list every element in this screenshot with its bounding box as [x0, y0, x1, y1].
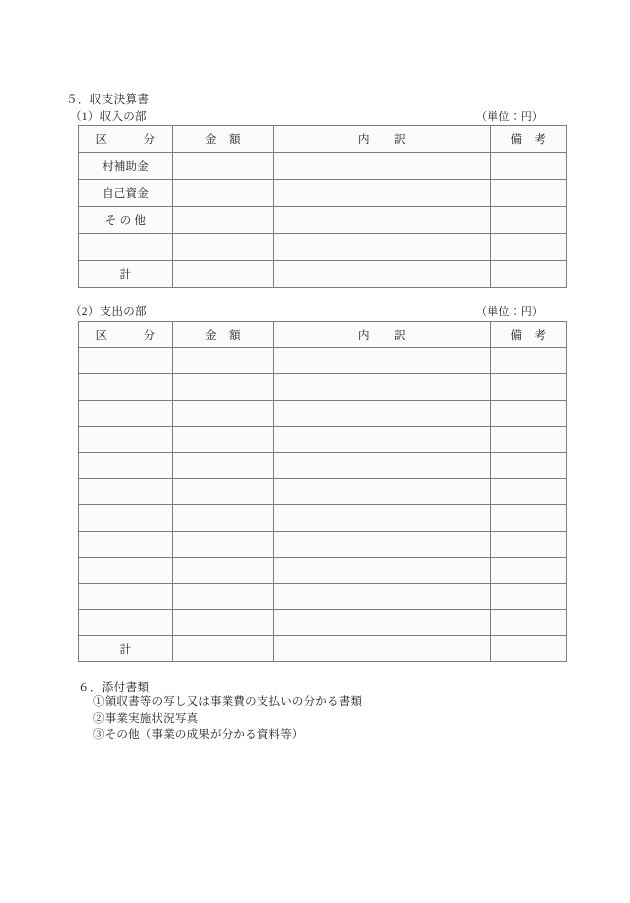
total-amount-cell[interactable]: [173, 261, 274, 288]
breakdown-cell[interactable]: [274, 583, 491, 609]
table-row: [79, 207, 567, 234]
row-label-cell[interactable]: [79, 531, 173, 557]
expense-section-heading: （2）支出の部: [70, 306, 147, 318]
amount-cell[interactable]: [173, 557, 274, 583]
breakdown-cell[interactable]: [274, 505, 491, 531]
total-label-cell: 計: [79, 636, 173, 662]
breakdown-cell[interactable]: [274, 610, 491, 636]
breakdown-cell[interactable]: [274, 374, 491, 400]
remarks-cell[interactable]: [491, 180, 567, 207]
remarks-cell[interactable]: [491, 505, 567, 531]
remarks-cell[interactable]: [491, 557, 567, 583]
amount-cell[interactable]: [173, 479, 274, 505]
section-5-title: ５．収支決算書: [66, 94, 150, 106]
remarks-cell[interactable]: [491, 479, 567, 505]
remarks-cell[interactable]: [491, 153, 567, 180]
row-label-cell[interactable]: [79, 374, 173, 400]
income-table: [78, 125, 567, 288]
column-header-kubun: 区 分: [79, 126, 173, 153]
remarks-cell[interactable]: [491, 426, 567, 452]
income-section-heading: （1）収入の部: [70, 111, 147, 123]
table-row: [79, 348, 567, 374]
column-header-bikou: 備 考: [491, 126, 567, 153]
table-total-row: [79, 636, 567, 662]
table-row: [79, 479, 567, 505]
table-row: [79, 452, 567, 478]
table-header-row: [79, 126, 567, 153]
section-6-title: ６．添付書類: [78, 682, 150, 694]
row-label-cell: 村補助金: [79, 153, 173, 180]
total-breakdown-cell[interactable]: [274, 261, 491, 288]
table-row: [79, 153, 567, 180]
row-label-cell: 自己資金: [79, 180, 173, 207]
row-label-cell[interactable]: [79, 610, 173, 636]
column-header-bikou: 備 考: [491, 322, 567, 348]
breakdown-cell[interactable]: [274, 531, 491, 557]
table-total-row: [79, 261, 567, 288]
breakdown-cell[interactable]: [274, 400, 491, 426]
breakdown-cell[interactable]: [274, 348, 491, 374]
remarks-cell[interactable]: [491, 452, 567, 478]
amount-cell[interactable]: [173, 531, 274, 557]
column-header-uchiwake: 内 訳: [274, 322, 491, 348]
total-label-cell: 計: [79, 261, 173, 288]
remarks-cell[interactable]: [491, 374, 567, 400]
list-item: ③その他（事業の成果が分かる資料等）: [93, 729, 304, 741]
row-label-cell[interactable]: [79, 400, 173, 426]
table-row: [79, 531, 567, 557]
breakdown-cell[interactable]: [274, 479, 491, 505]
amount-cell[interactable]: [173, 400, 274, 426]
breakdown-cell[interactable]: [274, 207, 491, 234]
attachment-list: [93, 694, 362, 744]
table-row: [79, 400, 567, 426]
amount-cell[interactable]: [173, 348, 274, 374]
row-label-cell[interactable]: [79, 479, 173, 505]
amount-cell[interactable]: [173, 153, 274, 180]
amount-cell[interactable]: [173, 234, 274, 261]
amount-cell[interactable]: [173, 583, 274, 609]
column-header-kingaku: 金 額: [173, 322, 274, 348]
row-label-cell[interactable]: [79, 348, 173, 374]
total-breakdown-cell[interactable]: [274, 636, 491, 662]
breakdown-cell[interactable]: [274, 557, 491, 583]
table-row: [79, 610, 567, 636]
remarks-cell[interactable]: [491, 234, 567, 261]
table-row: [79, 505, 567, 531]
remarks-cell[interactable]: [491, 531, 567, 557]
column-header-kubun: 区 分: [79, 322, 173, 348]
remarks-cell[interactable]: [491, 400, 567, 426]
remarks-cell[interactable]: [491, 348, 567, 374]
list-item: ②事業実施状況写真: [93, 712, 199, 725]
breakdown-cell[interactable]: [274, 234, 491, 261]
expense-unit-note: （単位：円）: [476, 306, 544, 318]
list-item: ①領収書等の写し又は事業費の支払いの分かる書類: [93, 696, 363, 708]
column-header-uchiwake: 内 訳: [274, 126, 491, 153]
total-amount-cell[interactable]: [173, 636, 274, 662]
amount-cell[interactable]: [173, 426, 274, 452]
row-label-cell[interactable]: [79, 234, 173, 261]
amount-cell[interactable]: [173, 505, 274, 531]
row-label-cell[interactable]: [79, 505, 173, 531]
total-remarks-cell[interactable]: [491, 261, 567, 288]
row-label-cell[interactable]: [79, 557, 173, 583]
remarks-cell[interactable]: [491, 610, 567, 636]
column-header-kingaku: 金 額: [173, 126, 274, 153]
table-row: [79, 557, 567, 583]
expense-table: [78, 321, 567, 662]
table-row: [79, 583, 567, 609]
table-row: [79, 234, 567, 261]
table-row: [79, 374, 567, 400]
amount-cell[interactable]: [173, 374, 274, 400]
breakdown-cell[interactable]: [274, 426, 491, 452]
amount-cell[interactable]: [173, 207, 274, 234]
remarks-cell[interactable]: [491, 207, 567, 234]
amount-cell[interactable]: [173, 610, 274, 636]
table-row: [79, 426, 567, 452]
remarks-cell[interactable]: [491, 583, 567, 609]
row-label-cell: そ の 他: [79, 207, 173, 234]
table-row: [79, 180, 567, 207]
breakdown-cell[interactable]: [274, 452, 491, 478]
income-unit-note: （単位：円）: [476, 111, 544, 123]
amount-cell[interactable]: [173, 180, 274, 207]
row-label-cell[interactable]: [79, 452, 173, 478]
total-remarks-cell[interactable]: [491, 636, 567, 662]
breakdown-cell[interactable]: [274, 153, 491, 180]
amount-cell[interactable]: [173, 452, 274, 478]
table-header-row: [79, 322, 567, 348]
row-label-cell[interactable]: [79, 583, 173, 609]
row-label-cell[interactable]: [79, 426, 173, 452]
breakdown-cell[interactable]: [274, 180, 491, 207]
